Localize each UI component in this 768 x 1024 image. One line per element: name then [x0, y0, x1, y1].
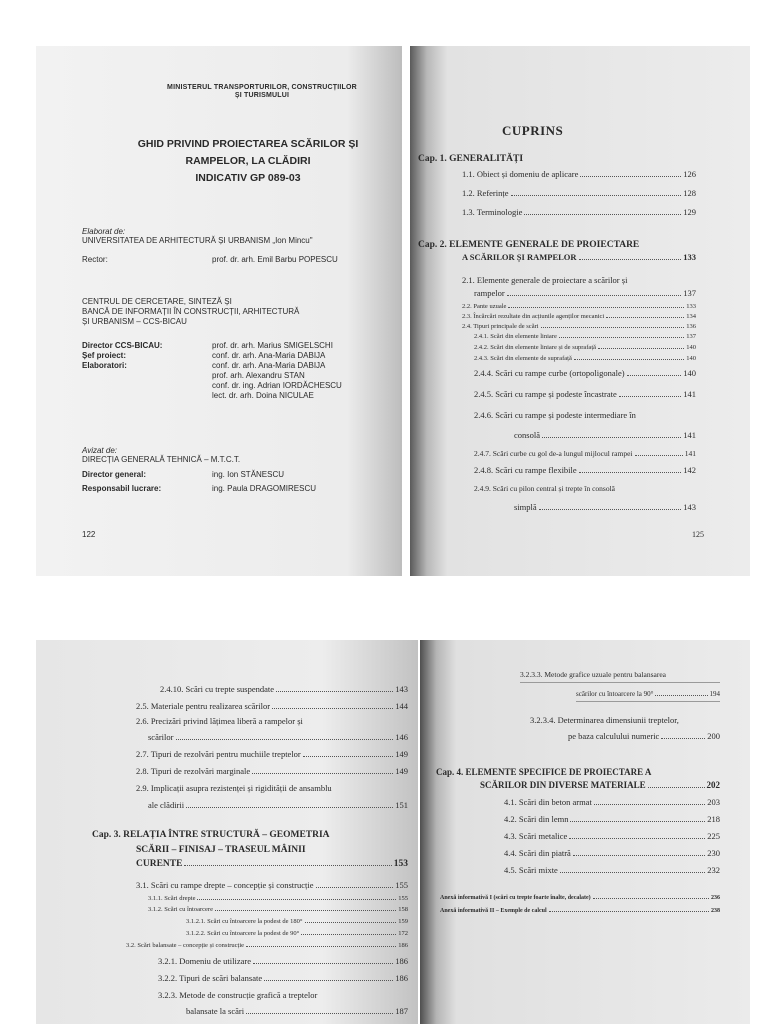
- toc-entry: 2.4. Tipuri principale de scări 136: [462, 323, 696, 330]
- toc-entry: consolă 141: [514, 430, 696, 440]
- toc-entry: 3.2.2. Tipuri de scări balansate 186: [158, 973, 408, 983]
- toc-entry: 3.1. Scări cu rampe drepte – concepție și construcție 155: [136, 880, 408, 890]
- toc-entry: 3.2.3.4. Determinarea dimensiunii treptelor,: [530, 715, 679, 725]
- ministry-header: MINISTERUL TRANSPORTURILOR, CONSTRUCȚIILOR ȘI TURISMULUI: [167, 84, 357, 99]
- toc-entry: Anexă informativă I (scări cu trepte foarte înalte, decalate) 236: [440, 895, 720, 901]
- toc-entry: 3.1.2.2. Scări cu întoarcere la podest de 90° 172: [186, 930, 408, 937]
- toc-entry: scărilor cu întoarcere la 90° 194: [576, 690, 720, 698]
- center-line: CENTRUL DE CERCETARE, SINTEZĂ ȘI: [82, 297, 232, 306]
- toc-entry: 3.1.2.1. Scări cu întoarcere la podest de 180° 159: [186, 918, 408, 925]
- toc-entry: 1.3. Terminologie 129: [462, 207, 696, 217]
- director-general-label: Director general:: [82, 470, 147, 479]
- chapter-heading: SCĂRII – FINISAJ – TRASEUL MÂINII: [136, 845, 306, 855]
- toc-entry: ale clădirii 151: [148, 800, 408, 810]
- toc-entry: 3.2. Scări balansate – concepție și construcție 186: [126, 942, 408, 949]
- contents-title: CUPRINS: [502, 123, 564, 138]
- toc-entry: 2.4.8. Scări cu rampe flexibile 142: [474, 465, 696, 475]
- elaborator-name: lect. dr. arh. Doina NICULAE: [212, 391, 314, 400]
- page-number: 122: [82, 530, 96, 539]
- director-value: prof. dr. arh. Marius SMIGELSCHI: [212, 341, 333, 350]
- toc-entry: 2.4.6. Scări cu rampe și podeste intermediare în: [474, 410, 636, 420]
- toc-entry: 2.4.9. Scări cu pilon central și trepte în consolă: [474, 484, 616, 493]
- toc-entry: 1.1. Obiect și domeniu de aplicare 126: [462, 169, 696, 179]
- toc-entry: 2.5. Materiale pentru realizarea scărilor 144: [136, 701, 408, 711]
- toc-entry: 3.1.1. Scări drepte 155: [148, 895, 408, 902]
- toc-entry: balansate la scări 187: [186, 1006, 408, 1016]
- toc-entry: Anexă informativă II – Exemple de calcul 238: [440, 908, 720, 914]
- responsabil-value: ing. Paula DRAGOMIRESCU: [212, 484, 317, 493]
- sef-label: Șef proiect:: [82, 351, 127, 360]
- toc-entry: 2.4.1. Scări din elemente liniare 137: [474, 333, 696, 340]
- chapter-heading: Cap. 3. RELAȚIA ÎNTRE STRUCTURĂ – GEOMETRIA: [92, 830, 330, 840]
- toc-entry: 4.5. Scări mixte 232: [504, 865, 720, 875]
- toc-entry: 2.4.3. Scări din elemente de suprafață 140: [474, 355, 696, 362]
- toc-entry: 2.4.2. Scări din elemente liniare și de suprafață 140: [474, 344, 696, 351]
- toc-entry: 2.3. Încărcări rezultate din acțiunile agenților mecanici 134: [462, 313, 696, 320]
- toc-entry: 4.3. Scări metalice 225: [504, 831, 720, 841]
- avizat-value: DIRECȚIA GENERALĂ TEHNICĂ – M.T.C.T.: [82, 455, 241, 464]
- contents-page-2: [36, 640, 418, 1024]
- toc-entry: 2.1. Elemente generale de proiectare a scărilor și: [462, 275, 628, 285]
- chapter-heading: Cap. 2. ELEMENTE GENERALE DE PROIECTARE: [418, 240, 640, 250]
- toc-entry: 3.2.3.3. Metode grafice uzuale pentru balansarea: [520, 670, 666, 679]
- toc-entry: 2.6. Precizări privind lățimea liberă a rampelor și: [136, 716, 303, 726]
- toc-entry: 2.7. Tipuri de rezolvări pentru muchiile treptelor 149: [136, 749, 408, 759]
- elaborator-name: conf. dr. arh. Ana-Maria DABIJA: [212, 361, 326, 370]
- director-label: Director CCS-BICAU:: [82, 341, 163, 350]
- page-number: 125: [692, 530, 704, 539]
- guide-title: GHID PRIVIND PROIECTAREA SCĂRILOR ȘI RAMPELOR, LA CLĂDIRI INDICATIV GP 089-03: [137, 138, 359, 184]
- toc-entry: 1.2. Referințe 128: [462, 188, 696, 198]
- sef-value: conf. dr. arh. Ana-Maria DABIJA: [212, 351, 326, 360]
- toc-entry: 3.2.3. Metode de construcție grafică a treptelor: [158, 990, 318, 1000]
- toc-entry: 2.4.10. Scări cu trepte suspendate 143: [160, 684, 408, 694]
- avizat-label: Avizat de:: [82, 446, 117, 455]
- elaborator-name: prof. arh. Alexandru STAN: [212, 371, 305, 380]
- chapter-heading: A SCĂRILOR ȘI RAMPELOR 133: [462, 252, 696, 262]
- chapter-heading: Cap. 1. GENERALITĂȚI: [418, 154, 524, 164]
- toc-entry: 2.9. Implicații asupra rezistenței și rigidității de ansamblu: [136, 783, 332, 793]
- toc-entry: 2.4.5. Scări cu rampe și podeste încastrate 141: [474, 389, 696, 399]
- toc-entry: 2.4.7. Scări curbe cu gol de-a lungul mijlocul rampei 141: [474, 449, 696, 458]
- rector-value: prof. dr. arh. Emil Barbu POPESCU: [212, 255, 338, 264]
- center-line: ȘI URBANISM – CCS-BICAU: [82, 317, 187, 326]
- chapter-heading: Cap. 4. ELEMENTE SPECIFICE DE PROIECTARE A: [436, 767, 652, 777]
- chapter-heading: SCĂRILOR DIN DIVERSE MATERIALE 202: [480, 780, 720, 790]
- rector-label: Rector:: [82, 255, 108, 264]
- elaborator-name: conf. dr. ing. Adrian IORDĂCHESCU: [212, 381, 342, 390]
- toc-entry: 2.2. Pante uzuale 133: [462, 303, 696, 310]
- elaboratori-label: Elaboratori:: [82, 361, 127, 370]
- chapter-heading: CURENTE 153: [136, 859, 408, 869]
- toc-entry: 4.2. Scări din lemn 218: [504, 814, 720, 824]
- toc-entry: pe baza calculului numeric 200: [568, 731, 720, 741]
- toc-entry: scărilor 146: [148, 732, 408, 742]
- elaborat-label: Elaborat de:: [82, 227, 126, 236]
- toc-entry: simplă 143: [514, 502, 696, 512]
- contents-page-3: [420, 640, 750, 1024]
- toc-entry: 2.8. Tipuri de rezolvări marginale 149: [136, 766, 408, 776]
- elaborat-value: UNIVERSITATEA DE ARHITECTURĂ ȘI URBANISM „Ion Mincu": [82, 236, 313, 245]
- center-line: BANCĂ DE INFORMAȚII ÎN CONSTRUCȚII, ARHITECTURĂ: [82, 307, 300, 316]
- toc-entry: 4.1. Scări din beton armat 203: [504, 797, 720, 807]
- toc-entry: 3.1.2. Scări cu întoarcere 158: [148, 906, 408, 913]
- toc-entry: 4.4. Scări din piatră 230: [504, 848, 720, 858]
- toc-entry: 3.2.1. Domeniu de utilizare 186: [158, 956, 408, 966]
- contents-page-1: [410, 46, 750, 576]
- responsabil-label: Responsabil lucrare:: [82, 484, 162, 493]
- director-general-value: ing. Ion STĂNESCU: [212, 470, 285, 479]
- title-page: [36, 46, 402, 576]
- toc-entry: rampelor 137: [474, 288, 696, 298]
- toc-entry: 2.4.4. Scări cu rampe curbe (ortopoligonale) 140: [474, 368, 696, 378]
